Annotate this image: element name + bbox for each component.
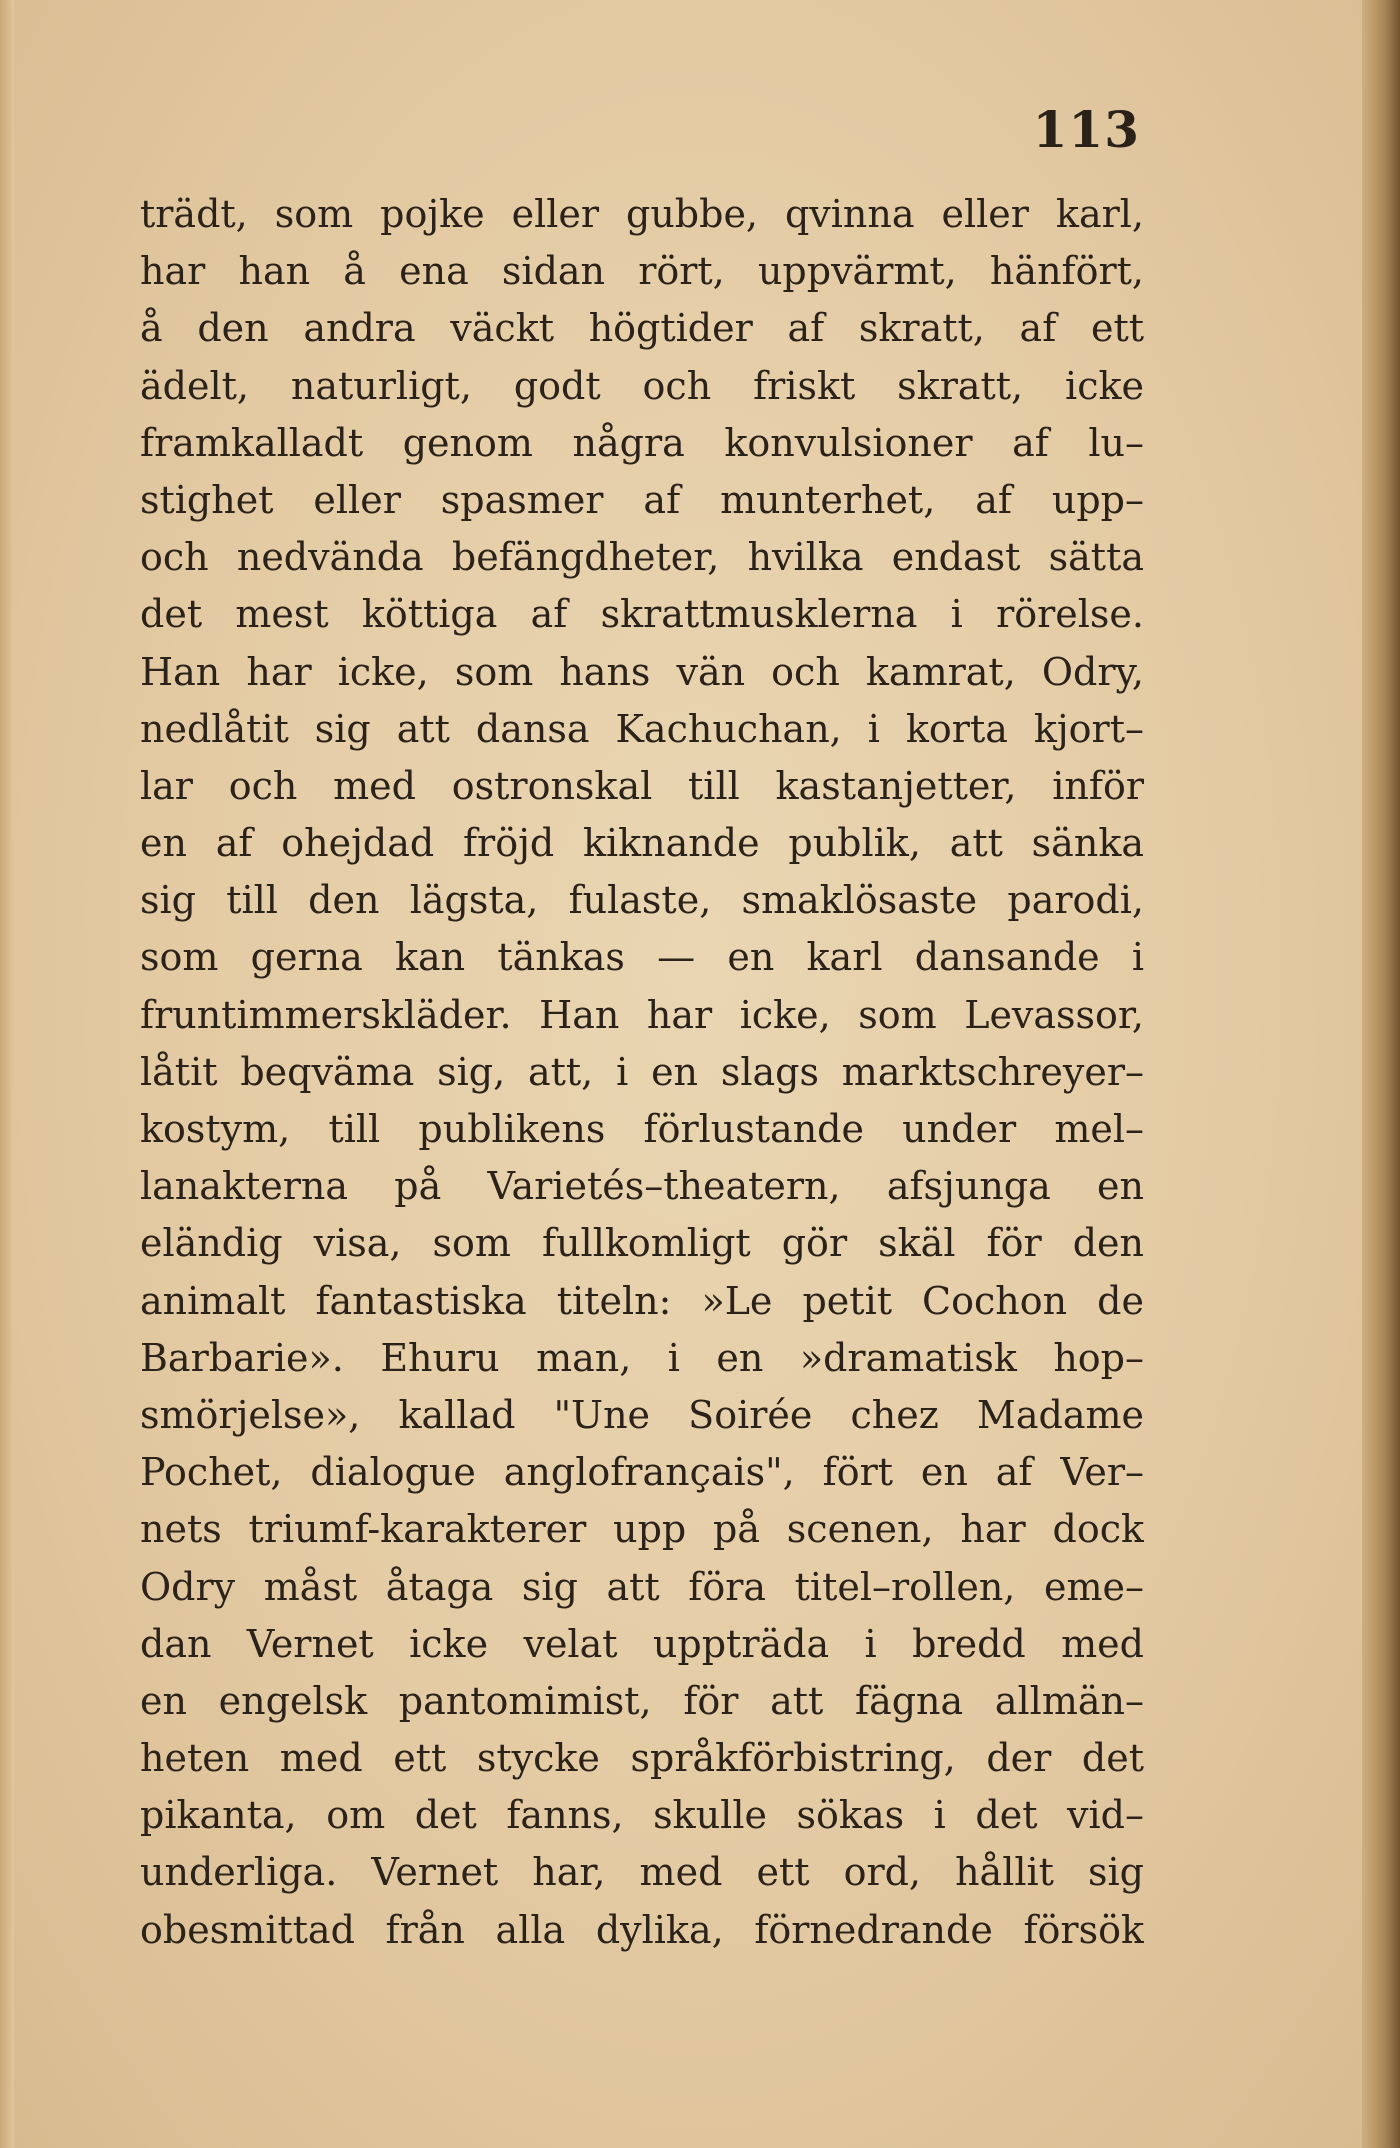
text-line: nedlåtit sig att dansa Kachuchan, i korta kjort–: [140, 706, 1144, 751]
text-line: heten med ett stycke språkförbistring, der det: [140, 1736, 1144, 1781]
text-line: fruntimmerskläder. Han har icke, som Levassor,: [140, 992, 1144, 1037]
text-line: en engelsk pantomimist, för att fägna allmän–: [140, 1678, 1144, 1723]
text-line: kostym, till publikens förlustande under mel–: [140, 1107, 1144, 1151]
text-line: som gerna kan tänkas — en karl dansande i: [140, 935, 1144, 980]
text-line: ädelt, naturligt, godt och friskt skratt, icke: [140, 363, 1144, 408]
text-line: Odry måst åtaga sig att föra titel–rollen, eme–: [140, 1564, 1144, 1609]
text-line: nets triumf-karakterer upp på scenen, har dock: [140, 1507, 1144, 1552]
page-binding-edge: [1362, 0, 1400, 2148]
text-line: Barbarie». Ehuru man, i en »dramatisk hop–: [140, 1335, 1144, 1380]
text-line: obesmittad från alla dylika, förnedrande försök: [140, 1907, 1144, 1952]
page-number: 113: [1032, 100, 1140, 159]
text-line: lar och med ostronskal till kastanjetter, inför: [140, 763, 1144, 808]
text-line: låtit beqväma sig, att, i en slags marktschreyer–: [140, 1049, 1144, 1094]
text-line: sig till den lägsta, fulaste, smaklösaste parodi,: [140, 878, 1144, 923]
text-line: smörjelse», kallad "Une Soirée chez Madame: [140, 1392, 1144, 1437]
page-left-edge: [0, 0, 14, 2148]
body-text: [140, 186, 1144, 1959]
text-line: dan Vernet icke velat uppträda i bredd med: [140, 1621, 1144, 1666]
text-line: trädt, som pojke eller gubbe, qvinna eller karl,: [140, 192, 1144, 236]
text-line: en af ohejdad fröjd kiknande publik, att sänka: [140, 821, 1144, 866]
text-line: animalt fantastiska titeln: »Le petit Cochon de: [140, 1278, 1144, 1323]
text-line: underliga. Vernet har, med ett ord, hållit sig: [140, 1850, 1144, 1895]
text-line: pikanta, om det fanns, skulle sökas i det vid–: [140, 1793, 1144, 1838]
text-line: har han å ena sidan rört, uppvärmt, hänfört,: [140, 249, 1144, 294]
text-line: framkalladt genom några konvulsioner af lu–: [140, 420, 1144, 465]
text-line: och nedvända befängdheter, hvilka endast sätta: [140, 535, 1144, 580]
text-line: Han har icke, som hans vän och kamrat, Odry,: [140, 649, 1144, 694]
text-line: å den andra väckt högtider af skratt, af ett: [140, 306, 1144, 351]
text-line: eländig visa, som fullkomligt gör skäl för den: [140, 1221, 1144, 1266]
text-line: stighet eller spasmer af munterhet, af upp–: [140, 477, 1144, 522]
text-line: Pochet, dialogue anglofrançais", fört en af Ver–: [140, 1450, 1144, 1495]
text-line: lanakterna på Varietés–theatern, afsjunga en: [140, 1164, 1144, 1209]
text-line: det mest köttiga af skrattmusklerna i rörelse.: [140, 592, 1144, 637]
